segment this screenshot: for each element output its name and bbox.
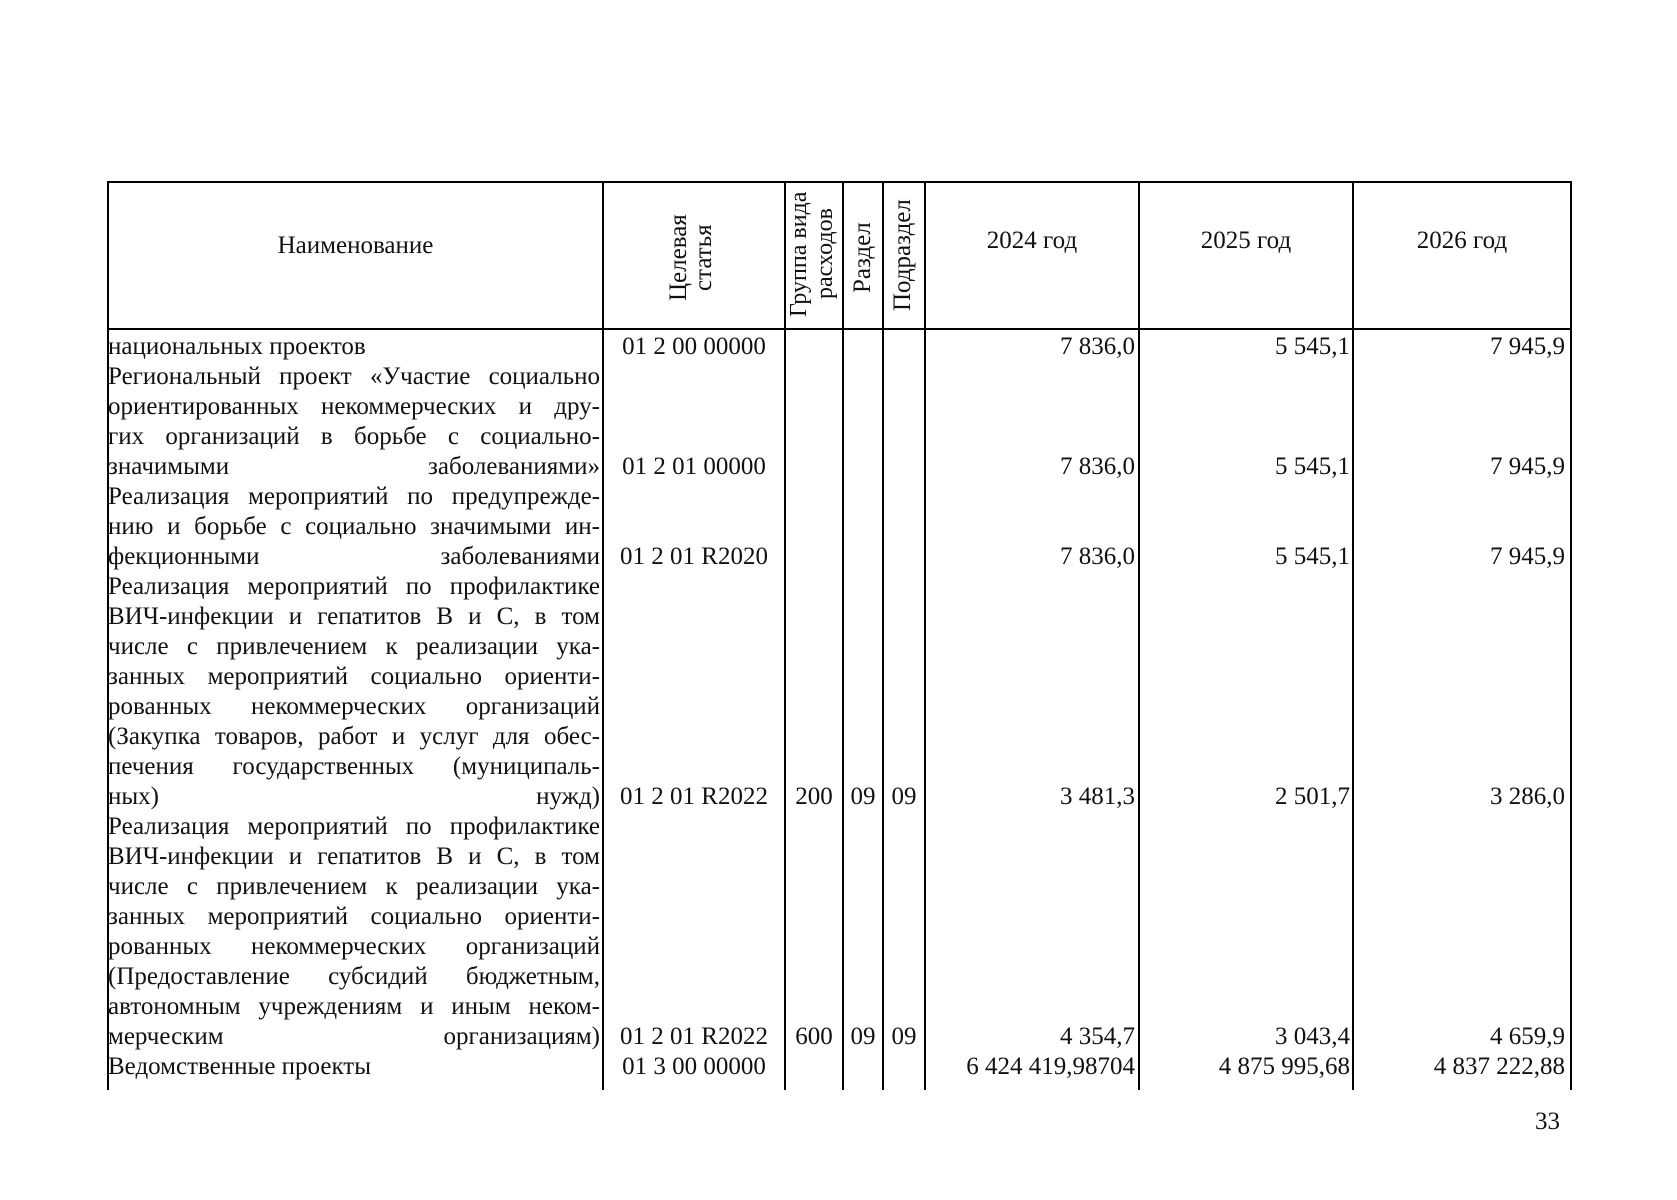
col-border-y2	[1138, 181, 1140, 1090]
row-code: 01 2 01 00000	[622, 453, 766, 480]
row-2025: 5 545,1	[1275, 333, 1350, 360]
row-name: Реализация мероприятий по профилактике ВИЧ-инфекции и гепатитов В и С, в том числе с привлечением к реализации ука- занных мероприятий социально ориенти- рованных некоммерческих организаций (Предоставление субсидий бюджетным, автономным учреждениям и иным неком- мерческим организациям)	[108, 813, 600, 1050]
row-2026: 4 659,9	[1490, 1023, 1565, 1050]
row-subsection: 09	[891, 783, 917, 810]
row-2024: 7 836,0	[1060, 543, 1135, 570]
row-name: Ведомственные проекты	[108, 1053, 372, 1080]
row-2024: 7 836,0	[1060, 453, 1135, 480]
header-expense-group: Группа вида расходов	[786, 191, 838, 317]
col-border-y3	[1352, 181, 1354, 1090]
row-code: 01 2 01 R2022	[620, 1023, 768, 1050]
row-name: Реализация мероприятий по профилактике ВИЧ-инфекции и гепатитов В и С, в том числе с привлечением к реализации ука- занных мероприятий социально ориенти- рованных некоммерческих организаций (Закупка товаров, работ и услуг для обес- печения государственных (муниципаль- ных) нужд)	[108, 573, 600, 810]
header-section: Раздел	[849, 222, 876, 294]
row-section: 09	[850, 783, 876, 810]
row-2025: 2 501,7	[1275, 783, 1350, 810]
row-2026: 7 945,9	[1490, 333, 1565, 360]
row-name: Региональный проект «Участие социально ориентированных некоммерческих и дру- гих организаций в борьбе с социально- значимыми заболеваниями»	[108, 363, 600, 480]
row-section: 09	[850, 1023, 876, 1050]
row-code: 01 2 01 R2022	[620, 783, 768, 810]
row-2024: 4 354,7	[1060, 1023, 1135, 1050]
row-name: национальных проектов	[108, 333, 366, 360]
row-subsection: 09	[891, 1023, 917, 1050]
col-border-section	[842, 181, 844, 1090]
row-name: Реализация мероприятий по предупрежде- нию и борьбе с социально значимыми ин- фекционными заболеваниями	[108, 483, 600, 570]
col-border-subsection	[882, 181, 884, 1090]
row-2025: 5 545,1	[1275, 453, 1350, 480]
row-code: 01 2 01 R2020	[620, 543, 768, 570]
col-border-right	[1570, 181, 1572, 1090]
col-border-code	[602, 181, 604, 1090]
header-subsection: Подраздел	[889, 199, 916, 311]
row-2024: 6 424 419,98704	[966, 1053, 1135, 1080]
row-2026: 3 286,0	[1490, 783, 1565, 810]
header-name: Наименование	[277, 232, 434, 259]
col-border-y1	[924, 181, 926, 1090]
header-year-2024: 2024 год	[986, 227, 1078, 254]
row-2026: 7 945,9	[1490, 453, 1565, 480]
page-number: 33	[1535, 1108, 1560, 1135]
row-2024: 7 836,0	[1060, 333, 1135, 360]
row-2024: 3 481,3	[1060, 783, 1135, 810]
header-year-2026: 2026 год	[1416, 227, 1508, 254]
row-2025: 3 043,4	[1275, 1023, 1350, 1050]
row-code: 01 2 00 00000	[622, 333, 766, 360]
row-expense-group: 200	[795, 783, 833, 810]
row-expense-group: 600	[795, 1023, 833, 1050]
header-target-article: Целевая статья	[665, 214, 717, 302]
row-2026: 4 837 222,88	[1433, 1053, 1565, 1080]
row-code: 01 3 00 00000	[622, 1053, 766, 1080]
row-2026: 7 945,9	[1490, 543, 1565, 570]
row-2025: 4 875 995,68	[1218, 1053, 1350, 1080]
row-2025: 5 545,1	[1275, 543, 1350, 570]
header-year-2025: 2025 год	[1200, 227, 1292, 254]
